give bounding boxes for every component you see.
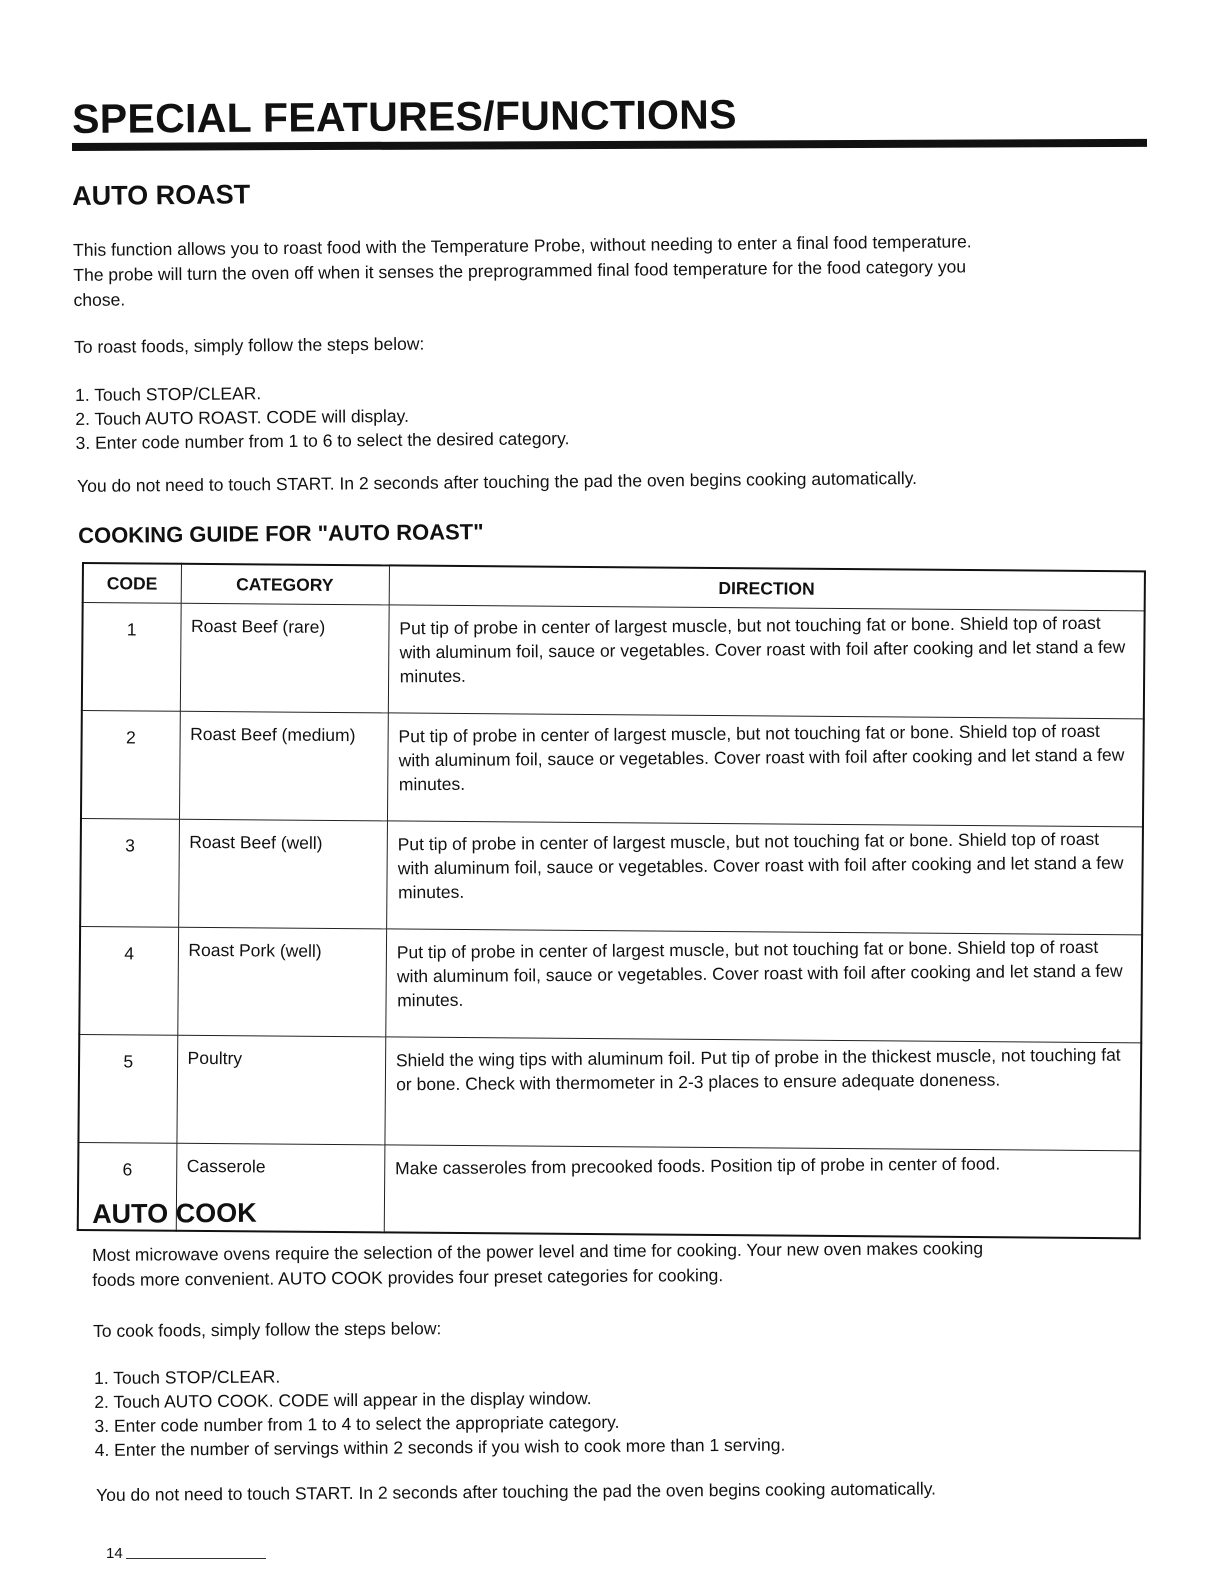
cooking-guide-table <box>77 562 1146 1239</box>
code-cell: 4 <box>79 926 178 1035</box>
category-cell: Roast Beef (rare) <box>180 603 389 713</box>
code-cell: 5 <box>78 1034 177 1143</box>
intro-line: The probe will turn the oven off when it senses the preprogrammed final food temperature for the food category you <box>73 256 967 285</box>
direction-cell: Put tip of probe in center of largest muscle, but not touching fat or bone. Shield top of roast with aluminum foil, sauce or vegetables. Cover roast with foil after cooking and let stand a few minutes. <box>387 815 1144 929</box>
step-item: 3. Enter code number from 1 to 6 to select the desired category. <box>75 428 570 453</box>
auto-roast-lead: To roast foods, simply follow the steps below: <box>74 333 425 357</box>
page-number: 14 <box>106 1545 123 1562</box>
category-cell: Roast Pork (well) <box>177 927 386 1037</box>
auto-roast-note: You do not need to touch START. In 2 seconds after touching the pad the oven begins cooking automatically. <box>77 467 918 496</box>
table-row <box>78 1034 1141 1150</box>
intro-line: foods more convenient. AUTO COOK provides four preset categories for cooking. <box>92 1265 724 1290</box>
column-header-direction: DIRECTION <box>389 565 1145 610</box>
table-row <box>82 603 1145 719</box>
auto-roast-intro <box>73 228 1154 313</box>
category-cell: Casserole <box>176 1143 385 1232</box>
page-title: SPECIAL FEATURES/FUNCTIONS <box>72 91 737 142</box>
intro-line: This function allows you to roast food with the Temperature Probe, without needing to enter a final food temperature. <box>73 231 972 260</box>
code-cell: 3 <box>80 818 179 927</box>
auto-cook-lead: To cook foods, simply follow the steps below: <box>93 1318 442 1341</box>
category-cell: Roast Beef (well) <box>178 819 387 929</box>
column-header-code: CODE <box>83 563 181 603</box>
direction-cell: Put tip of probe in center of largest muscle, but not touching fat or bone. Shield top of roast with aluminum foil, sauce or vegetables. Cover roast with foil after cooking and let stand a few minutes. <box>389 599 1146 713</box>
code-cell: 2 <box>81 711 180 820</box>
step-item: 2. Touch AUTO ROAST. CODE will display. <box>75 405 410 429</box>
auto-cook-note: You do not need to touch START. In 2 seconds after touching the pad the oven begins cooking automatically. <box>96 1478 937 1505</box>
auto-cook-heading: AUTO COOK <box>92 1197 257 1229</box>
auto-roast-heading: AUTO ROAST <box>72 179 251 211</box>
table-row <box>81 711 1144 827</box>
table-row <box>80 818 1143 934</box>
intro-line: chose. <box>73 289 126 310</box>
auto-cook-steps <box>94 1361 785 1462</box>
intro-line: Most microwave ovens require the selection of the power level and time for cooking. Your new oven makes cooking <box>92 1238 984 1265</box>
step-item: 2. Touch AUTO COOK. CODE will appear in the display window. <box>94 1388 592 1412</box>
code-cell: 6 <box>78 1142 177 1230</box>
direction-cell: Make casseroles from precooked foods. Position tip of probe in center of food. <box>384 1139 1141 1232</box>
column-header-category: CATEGORY <box>181 564 389 605</box>
code-cell: 1 <box>82 603 181 712</box>
auto-roast-steps <box>75 378 569 455</box>
auto-cook-intro <box>92 1235 1172 1293</box>
direction-cell: Shield the wing tips with aluminum foil. Put tip of probe in the thickest muscle, not touching fat or bone. Check with thermometer in 2-3 places to ensure adequate doneness. <box>385 1031 1142 1145</box>
direction-cell: Put tip of probe in center of largest muscle, but not touching fat or bone. Shield top of roast with aluminum foil, sauce or vegetables. Cover roast with foil after cooking and let stand a few minutes. <box>386 923 1143 1037</box>
table-row <box>79 926 1142 1042</box>
category-cell: Roast Beef (medium) <box>179 711 388 821</box>
step-item: 4. Enter the number of servings within 2 seconds if you wish to cook more than 1 serving. <box>94 1434 786 1460</box>
category-cell: Poultry <box>176 1035 385 1145</box>
cooking-guide-heading: COOKING GUIDE FOR "AUTO ROAST" <box>78 519 484 548</box>
step-item: 3. Enter code number from 1 to 4 to select the appropriate category. <box>94 1411 620 1436</box>
footer-rule <box>126 1558 266 1559</box>
direction-cell: Put tip of probe in center of largest muscle, but not touching fat or bone. Shield top of roast with aluminum foil, sauce or vegetables. Cover roast with foil after cooking and let stand a few minutes. <box>388 707 1145 821</box>
step-item: 1. Touch STOP/CLEAR. <box>75 383 262 405</box>
step-item: 1. Touch STOP/CLEAR. <box>94 1366 281 1388</box>
